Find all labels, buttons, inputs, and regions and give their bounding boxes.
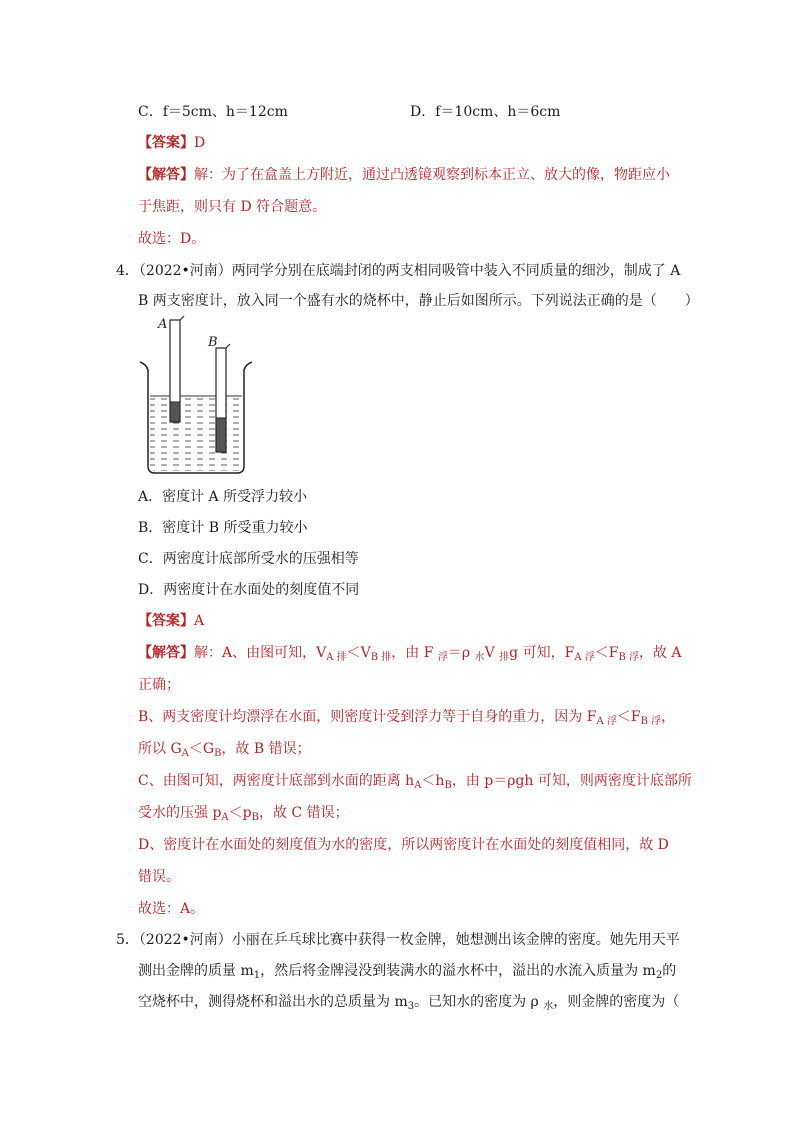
- subscript: A: [414, 780, 422, 791]
- text: 空烧杯中，测得烧杯和溢出水的总质量为 m: [138, 994, 408, 1010]
- text: ，由 p＝ρgh 可知，则两密度计底部所: [451, 773, 692, 789]
- q4-analysis-c-line-2: [138, 803, 349, 828]
- text: ，由 F: [391, 645, 438, 661]
- subscript: 水: [543, 1001, 554, 1012]
- q4-analysis-a-line-2: 正确；: [138, 677, 180, 693]
- text: g 可知，F: [509, 645, 575, 661]
- q4-analysis-d-line-2: 错误。: [138, 869, 180, 885]
- text: ＜V: [346, 645, 371, 661]
- text: 。已知水的密度为 ρ: [414, 994, 544, 1010]
- text: ，故 A: [638, 645, 682, 661]
- text: ＜G: [188, 741, 215, 757]
- text: ，: [661, 709, 676, 725]
- q4-option-a: A．密度计 A 所受浮力较小: [138, 489, 308, 505]
- choose-line: 故选：D。: [138, 231, 206, 247]
- answer-value: D: [194, 135, 206, 151]
- text: V: [484, 645, 500, 661]
- subscript: 2: [655, 970, 663, 981]
- subscript: B: [444, 780, 452, 791]
- analysis-line: [138, 165, 670, 185]
- text: ＜F: [616, 709, 641, 725]
- beaker-figure: [136, 312, 256, 478]
- option-c: C．f＝5cm、h＝12cm: [138, 104, 288, 120]
- q4-analysis-d-line-1: D、密度计在水面处的刻度值为水的密度，所以两密度计在水面处的刻度值相同，故 D: [138, 837, 669, 853]
- q5-stem-line-3: [138, 992, 679, 1017]
- subscript: A 浮: [596, 716, 617, 727]
- q4-option-b: B．密度计 B 所受重力较小: [138, 520, 308, 536]
- option-d: D．f＝10cm、h＝6cm: [410, 104, 561, 120]
- answer-value: A: [194, 613, 205, 629]
- subscript: A 浮: [574, 652, 595, 663]
- subscript: B 浮: [640, 716, 662, 727]
- q5-stem-line-2: [138, 961, 676, 986]
- q4-analysis-b-line-1: [138, 707, 675, 732]
- text: ，故 C 错误；: [258, 805, 349, 821]
- text: 受水的压强 p: [138, 805, 222, 821]
- subscript: 浮: [437, 652, 448, 663]
- answer-tag: 【答案】: [138, 135, 194, 151]
- water: [150, 396, 242, 471]
- q4-stem-line-1: 4．（2022•河南）两同学分别在底端封闭的两支相同吸管中装入不同质量的细沙，制成了 A: [116, 263, 681, 279]
- answer-line: [138, 133, 205, 153]
- analysis-tag: 【解答】: [138, 167, 194, 183]
- q4-analysis-b-line-2: [138, 739, 311, 764]
- subscript: B 排: [370, 652, 392, 663]
- subscript: A 排: [326, 652, 347, 663]
- figure-label-a: A: [158, 317, 168, 332]
- text: ＜h: [421, 773, 445, 789]
- q4-answer-line: [138, 611, 204, 631]
- subscript: B: [214, 748, 222, 759]
- text: ，然后将金牌浸没到装满水的溢水杯中，溢出的水流入质量为 m: [260, 963, 656, 979]
- subscript: 3: [407, 1001, 415, 1012]
- subscript: 1: [253, 970, 261, 981]
- text: ，故 B 错误；: [221, 741, 311, 757]
- text: 测出金牌的质量 m: [138, 963, 254, 979]
- q5-stem-line-1: 5．（2022•河南）小丽在乒乓球比赛中获得一枚金牌，她想测出该金牌的密度。她先用天平: [116, 932, 680, 948]
- q4-stem-line-2: B 两支密度计，放入同一个盛有水的烧杯中，静止后如图所示。下列说法正确的是（ ）: [138, 293, 699, 309]
- q4-choose-line: 故选：A。: [138, 901, 205, 917]
- analysis-line-2: 于焦距，则只有 D 符合题意。: [138, 199, 327, 215]
- q4-analysis-a-line-1: [138, 643, 682, 668]
- text: ＜p: [228, 805, 252, 821]
- figure-label-b: B: [208, 335, 218, 350]
- q4-analysis-c-line-1: [138, 771, 692, 796]
- subscript: B: [251, 812, 259, 823]
- text: B、两支密度计均漂浮在水面，则密度计受到浮力等于自身的重力，因为 F: [138, 709, 597, 725]
- text: 所以 G: [138, 741, 182, 757]
- subscript: A: [181, 748, 189, 759]
- q4-option-c: C．两密度计底部所受水的压强相等: [138, 551, 359, 567]
- subscript: 排: [499, 652, 510, 663]
- text: C、由图可知，两密度计底部到水面的距离 h: [138, 773, 415, 789]
- answer-tag: 【答案】: [138, 613, 194, 629]
- subscript: A: [221, 812, 229, 823]
- analysis-tag: 【解答】: [138, 645, 194, 661]
- text: ＜F: [594, 645, 619, 661]
- analysis-text: 解：为了在盒盖上方附近，通过凸透镜观察到标本正立、放大的像，物距应小: [194, 167, 670, 183]
- subscript: B 浮: [618, 652, 639, 663]
- q4-option-d: D．两密度计在水面处的刻度值不同: [138, 582, 360, 598]
- subscript: 水: [474, 652, 485, 663]
- text: 解：A、由图可知，V: [194, 645, 327, 661]
- text: 的: [662, 963, 677, 979]
- text: ，则金牌的密度为（: [553, 994, 680, 1010]
- text: ＝ρ: [447, 645, 475, 661]
